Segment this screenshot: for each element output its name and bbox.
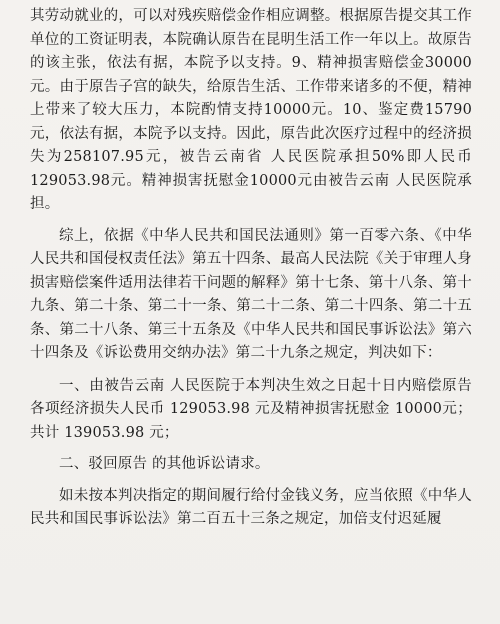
paragraph-judgment-item-1: 一、由被告云南 人民医院于本判决生效之日起十日内赔偿原告各项经济损失人民币 129053.98 元及精神损害抚慰金 10000元；共计 139053.98 元； [30, 377, 472, 441]
paragraph-gap [30, 445, 472, 453]
paragraph-gap [30, 477, 472, 485]
paragraph-judgment-item-2: 二、驳回原告 的其他诉讼请求。 [59, 456, 270, 472]
paragraph-legal-basis: 综上，依据《中华人民共和国民法通则》第一百零六条、《中华人民共和国侵权责任法》第五十四条、最高人民法院《关于审理人身损害赔偿案件适用法律若干问题的解释》第十七条、第十八条、第十九条、第二十条、第二十一条、第二十二条、第二十四条、第二十五条、第二十八条、第三十五条及《中华人民共和国民事诉讼法》第六十四条及《诉讼费用交纳办法》第二十九条之规定，判决如下： [30, 227, 472, 361]
paragraph-execution-note: 如未按本判决指定的期间履行给付金钱义务，应当依照《中华人民共和国民事诉讼法》第二百五十三条之规定，加倍支付迟延履 [30, 487, 472, 527]
paragraph-gap [30, 217, 472, 225]
paragraph-gap [30, 366, 472, 375]
paragraph-damages-summary: 其劳动就业的，可以对残疾赔偿金作相应调整。根据原告提交其工作单位的工资证明表，本院确认原告在昆明生活工作一年以上。故原告的该主张，依法有据，本院予以支持。9、精神损害赔偿金30000元。由于原告子宫的缺失，给原告生活、工作带来诸多的不便，精神上带来了较大压力，本院酌情支持10000元。10、鉴定费15790元，依法有据，本院予以支持。因此，原告此次医疗过程中的经济损失为258107.95元，被告云南省 人民医院承担50%即人民币129053.98元。精神损害抚慰金10000元由被告云南 人民医院承担。 [30, 8, 472, 212]
